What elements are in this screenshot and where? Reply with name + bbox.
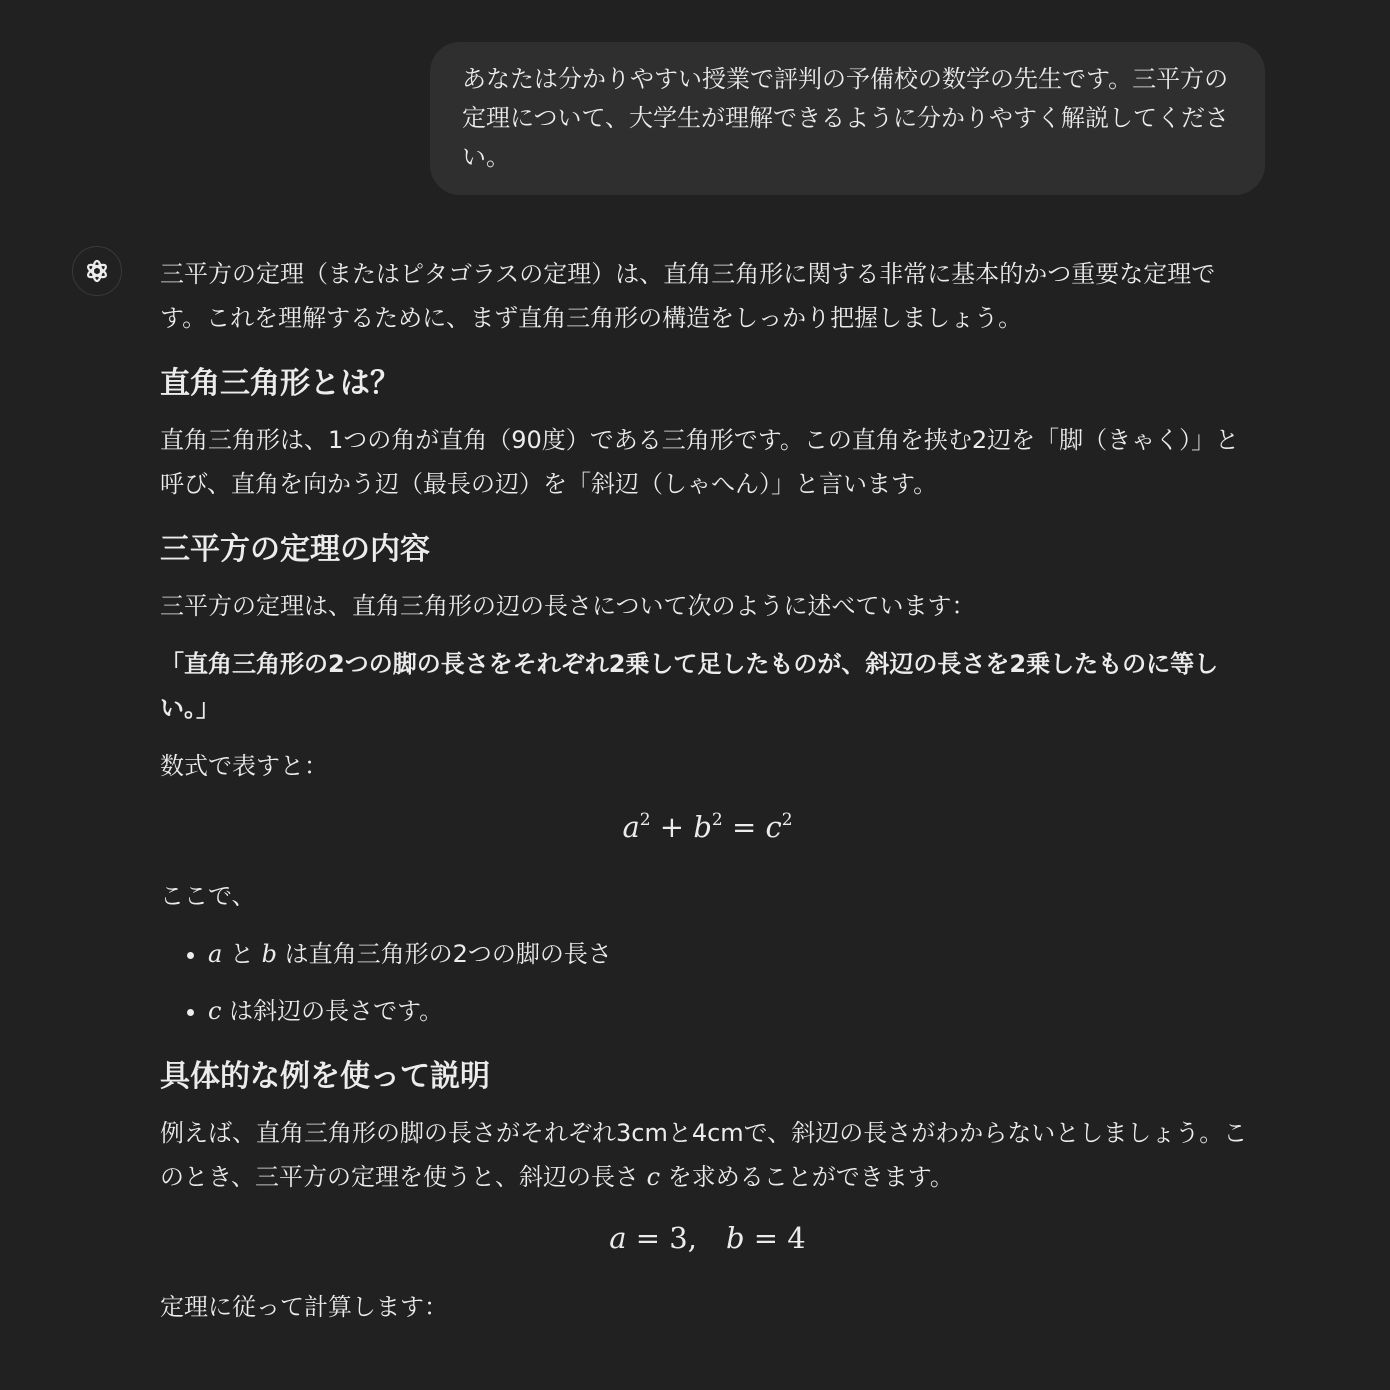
text: 例えば、直角三角形の脚の長さがそれぞれ3cmと4cmで、斜辺の長さがわからないとしましょう。このとき、三平方の定理を使うと、斜辺の長さ xyxy=(160,1119,1248,1191)
assistant-message xyxy=(160,252,1255,1343)
var-c: c xyxy=(646,1163,661,1191)
where-text: ここで、 xyxy=(160,882,256,910)
plus: + xyxy=(659,810,685,844)
user-message-bubble xyxy=(430,42,1265,195)
equals: = xyxy=(626,1221,670,1255)
equals: = xyxy=(731,810,757,844)
formula-intro: 数式で表すと： xyxy=(160,752,328,780)
calc-intro: 定理に従って計算します： xyxy=(160,1293,448,1321)
and-text: と xyxy=(222,940,262,968)
theorem-statement: 「直角三角形の2つの脚の長さをそれぞれ2乗して足したものが、斜辺の長さを2乗したものに等しい。」 xyxy=(160,650,1219,722)
heading-right-triangle: 直角三角形とは？ xyxy=(160,366,400,401)
theorem-intro: 三平方の定理は、直角三角形の辺の長さについて次のように述べています： xyxy=(160,592,976,620)
var-c: c xyxy=(208,997,222,1025)
heading-theorem-content: 三平方の定理の内容 xyxy=(160,532,430,567)
exp: 2 xyxy=(639,810,651,830)
example-paragraph xyxy=(160,1111,1255,1199)
assistant-avatar xyxy=(72,246,122,296)
exp: 2 xyxy=(781,810,793,830)
item-text: は斜辺の長さです。 xyxy=(221,997,444,1025)
pythagorean-formula xyxy=(160,802,1255,852)
var-a: a xyxy=(609,1221,627,1255)
var-b: b xyxy=(261,940,277,968)
var-c: c xyxy=(765,810,782,844)
text: を求めることができます。 xyxy=(660,1163,954,1191)
intro-paragraph: 三平方の定理（またはピタゴラスの定理）は、直角三角形に関する非常に基本的かつ重要な定理です。これを理解するために、まず直角三角形の構造をしっかり把握しましょう。 xyxy=(160,260,1216,332)
a-value: 3, xyxy=(669,1221,697,1255)
var-b: b xyxy=(693,810,712,844)
right-triangle-paragraph: 直角三角形は、1つの角が直角（90度）である三角形です。この直角を挟む2辺を「脚（きゃく）」と呼び、直角を向かう辺（最長の辺）を「斜辺（しゃへん）」と言います。 xyxy=(160,426,1240,498)
heading-example: 具体的な例を使って説明 xyxy=(160,1059,490,1094)
list-item xyxy=(208,989,1255,1033)
variable-list xyxy=(160,932,1255,1033)
exp: 2 xyxy=(711,810,723,830)
item-text: は直角三角形の2つの脚の長さ xyxy=(276,940,612,968)
var-a: a xyxy=(622,810,640,844)
openai-logo-icon xyxy=(82,256,112,286)
var-a: a xyxy=(208,940,223,968)
example-values xyxy=(160,1213,1255,1263)
b-value: 4 xyxy=(787,1221,806,1255)
equals: = xyxy=(744,1221,788,1255)
list-item xyxy=(208,932,1255,976)
user-message-text: あなたは分かりやすい授業で評判の予備校の数学の先生です。三平方の定理について、大学生が理解できるように分かりやすく解説してください。 xyxy=(462,65,1230,171)
var-b: b xyxy=(725,1221,745,1255)
